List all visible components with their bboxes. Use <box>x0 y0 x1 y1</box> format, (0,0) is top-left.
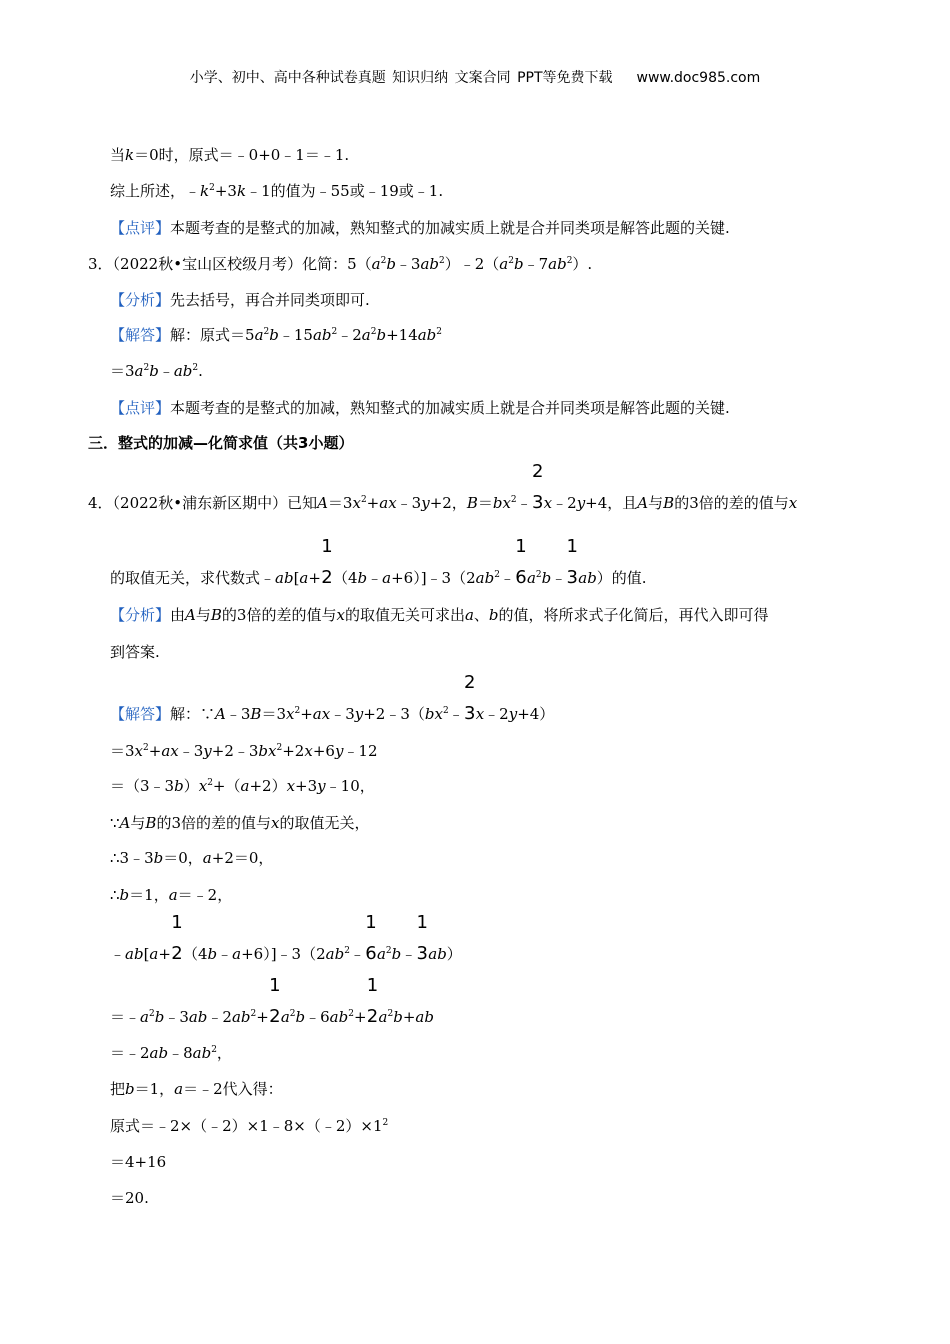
q3-stem: 3．（2022秋•宝山区校级月考）化简：$5(a^2b﹣3ab^2)﹣2(a^2b﹣7ab^2)$. <box>88 255 593 273</box>
q3-analysis <box>110 290 370 310</box>
review-tag: 【点评】 <box>110 399 171 417</box>
fraction-two-thirds: 2 3 <box>531 461 544 513</box>
q2-summary: 综上所述，$﹣k^2+3k﹣1$的值为﹣55或﹣19或﹣1. <box>110 182 444 200</box>
fraction-two-thirds: 2 3 <box>463 672 476 724</box>
header-text: 小学、初中、高中各种试卷真题 知识归纳 文案合同 PPT等免费下载 <box>189 70 613 86</box>
q4-answer-line4: ∵A与B的3倍的差的值与x的取值无关， <box>110 814 370 832</box>
q4-answer-line2: $=3x^2+ax﹣3y+2﹣3bx^2+2x+6y﹣12$ <box>110 742 378 760</box>
q2-review <box>110 218 730 238</box>
q4-analysis-line2: 到答案. <box>110 643 160 661</box>
header-site-link[interactable]: www.doc985.com <box>636 70 761 86</box>
section3-heading: 三．整式的加减—化简求值（共3小题） <box>88 434 354 452</box>
fraction-third: 1 3 <box>566 536 578 588</box>
q3-review <box>110 398 730 418</box>
q3-analysis-text: 先去括号，再合并同类项即可. <box>170 291 370 309</box>
answer-tag: 【解答】 <box>110 705 171 723</box>
q4-answer-line8: $=﹣a^2b﹣3ab﹣2ab^2+$ 1 2 $a^2b﹣6ab^2+$ 1 2 $a^2b+ab$ <box>110 975 434 1027</box>
q4-answer-line11: 原式$=﹣2\times(﹣2)\times 1﹣8\times(﹣2)\times 1^2$ <box>110 1117 389 1135</box>
review-tag: 【点评】 <box>110 219 171 237</box>
analysis-tag: 【分析】 <box>110 606 171 624</box>
fraction-half: 1 2 <box>321 536 333 588</box>
q3-answer-line2: $=3a^2b﹣ab^2$. <box>110 362 203 380</box>
page-header <box>0 68 950 88</box>
q4-stem-line2: 的取值无关，求代数式﹣ab[a+ 1 2 $(4b﹣a+6)]﹣3(2ab^2﹣$ 1 6 $a^2b﹣$ 1 3 ab）的值. <box>110 536 647 588</box>
q2-review-text: 本题考查的是整式的加减，熟知整式的加减实质上就是合并同类项是解答此题的关键. <box>170 219 730 237</box>
q4-answer-line7: ﹣ab[a+ 1 2 $(4b﹣a+6)]﹣3(2ab^2﹣$ 1 6 $a^2b﹣$ 1 3 ab） <box>110 912 462 964</box>
q3-answer-line1: 【解答】解：原式$=5a^2b﹣15ab^2﹣2a^2b+14ab^2$ <box>110 326 443 344</box>
q4-answer-line6: ∴b＝1，a＝﹣2， <box>110 886 233 904</box>
q4-answer-line1: 【解答】解：$\because A﹣3B=3x^2+ax﹣3y+2﹣3(bx^2﹣$ 2 3 x﹣2y+4） <box>110 672 555 724</box>
fraction-sixth: 1 6 <box>515 536 527 588</box>
q4-answer-line3: $=(3﹣3b)x^2+(a+2)x+3y﹣10$， <box>110 777 375 795</box>
q4-answer-line5: ∴3﹣3b＝0，a+2＝0， <box>110 849 274 867</box>
analysis-tag: 【分析】 <box>110 291 171 309</box>
fraction-half: 1 2 <box>366 975 379 1027</box>
q3-review-text: 本题考查的是整式的加减，熟知整式的加减实质上就是合并同类项是解答此题的关键. <box>170 399 730 417</box>
q4-analysis-line1: 【分析】由A与B的3倍的差的值与x的取值无关可求出a、b的值，将所求式子化简后，再代入即可得 <box>110 606 769 624</box>
fraction-half: 1 2 <box>171 912 183 964</box>
fraction-third: 1 3 <box>416 912 428 964</box>
q4-answer-line10: 把b＝1，a＝﹣2代入得： <box>110 1080 283 1098</box>
fraction-half: 1 2 <box>269 975 281 1027</box>
q4-answer-line9: $=﹣2ab﹣8ab^2$， <box>110 1044 232 1062</box>
q2-case-k0: 当k＝0时，原式＝﹣0+0﹣1＝﹣1. <box>110 146 350 164</box>
q4-stem-line1: 4．（2022秋•浦东新区期中）已知$A=3x^2+ax﹣3y+2$，$B=bx^2﹣$ 2 3 x﹣2y+4，且A与B的3倍的差的值与x <box>88 461 798 513</box>
q4-answer-line13: ＝20. <box>110 1189 149 1207</box>
q4-answer-line12: ＝4+16 <box>110 1153 167 1171</box>
answer-tag: 【解答】 <box>110 326 171 344</box>
fraction-sixth: 1 6 <box>365 912 377 964</box>
